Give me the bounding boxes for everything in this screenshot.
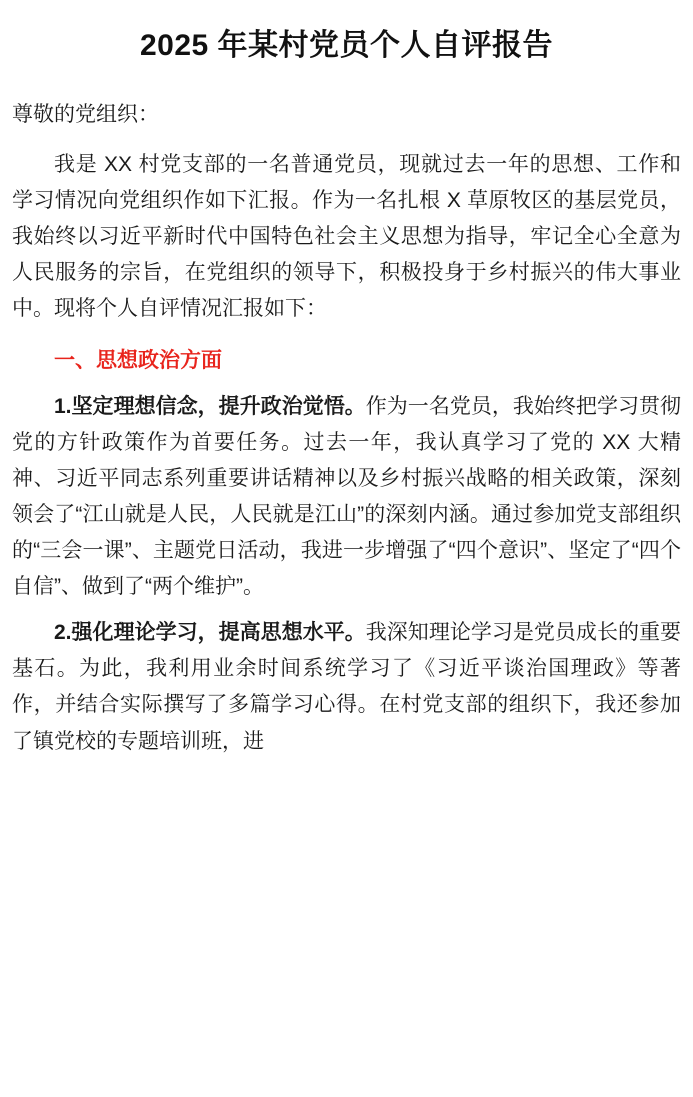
salutation: 尊敬的党组织： <box>12 103 159 126</box>
paragraph-lead-2: 2.强化理论学习，提高思想水平。 <box>54 621 366 645</box>
intro-paragraph: 我是 XX 村党支部的一名普通党员，现就过去一年的思想、工作和学习情况向党组织作如下汇报。作为一名扎根 X 草原牧区的基层党员，我始终以习近平新时代中国特色社会主义思想为指导，牢记全心全意为人民服务的宗旨，在党组织的领导下，积极投身于乡村振兴的伟大事业中。现将个人自评情况汇报如下： <box>12 152 681 320</box>
paragraph-body-2: 我深知理论学习是党员成长的重要基石。为此，我利用业余时间系统学习了《习近平谈治国理政》等著作，并结合实际撰写了多篇学习心得。在村党支部的组织下，我还参加了镇党校的专题培训班，进 <box>12 621 681 753</box>
paragraph-lead-1: 1.坚定理想信念，提升政治觉悟。 <box>54 394 366 418</box>
section-heading-1: 一、思想政治方面 <box>54 349 222 373</box>
section-1-paragraph-1 <box>12 389 681 606</box>
paragraph-body-1: 作为一名党员，我始终把学习贯彻党的方针政策作为首要任务。过去一年，我认真学习了党的 XX 大精神、习近平同志系列重要讲话精神以及乡村振兴战略的相关政策，深刻领会了“江山就是人民，人民就是江山”的深刻内涵。通过参加党支部组织的“三会一课”、主题党日活动，我进一步增强了“四个意识”、坚定了“四个自信”、做到了“两个维护”。 <box>12 394 681 599</box>
page-title: 2025 年某村党员个人自评报告 <box>139 29 554 62</box>
section-1-paragraph-2 <box>12 615 681 759</box>
